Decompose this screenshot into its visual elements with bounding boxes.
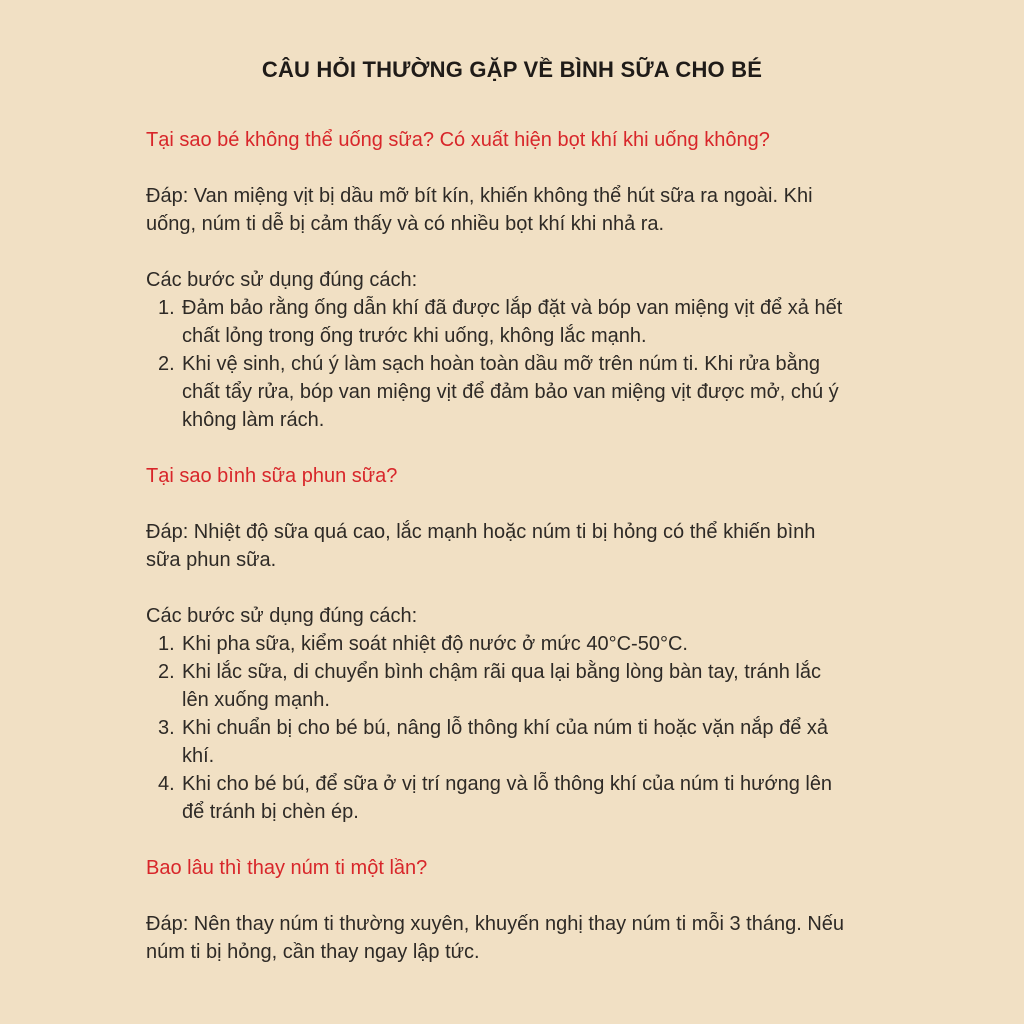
faq-question: Tại sao bé không thể uống sữa? Có xuất hiện bọt khí khi uống không? — [146, 129, 770, 151]
step-number: 2. — [158, 661, 175, 683]
step-number: 2. — [158, 353, 175, 375]
steps-list — [146, 630, 846, 826]
steps-list — [146, 294, 846, 434]
step-number: 1. — [158, 297, 175, 319]
faq-section — [146, 126, 846, 434]
step-text: Khi lắc sữa, di chuyển bình chậm rãi qua lại bằng lòng bàn tay, tránh lắc lên xuống mạnh. — [182, 661, 821, 711]
list-item — [146, 294, 846, 350]
step-number: 1. — [158, 633, 175, 655]
faq-answer: Đáp: Nên thay núm ti thường xuyên, khuyến nghị thay núm ti mỗi 3 tháng. Nếu núm ti bị hỏng, cần thay ngay lập tức. — [146, 913, 845, 963]
step-text: Khi vệ sinh, chú ý làm sạch hoàn toàn dầu mỡ trên núm ti. Khi rửa bằng chất tẩy rửa, bóp van miệng vịt để đảm bảo van miệng vịt được mở, chú ý không làm rách. — [182, 353, 839, 431]
faq-answer: Đáp: Van miệng vịt bị dầu mỡ bít kín, khiến không thể hút sữa ra ngoài. Khi uống, núm ti dễ bị cảm thấy và có nhiều bọt khí khi nhả ra. — [146, 185, 813, 235]
faq-question: Tại sao bình sữa phun sữa? — [146, 465, 398, 487]
list-item — [146, 350, 846, 434]
steps-title: Các bước sử dụng đúng cách: — [146, 605, 418, 627]
list-item — [146, 770, 846, 826]
page-title: CÂU HỎI THƯỜNG GẶP VỀ BÌNH SỮA CHO BÉ — [261, 57, 763, 82]
list-item — [146, 714, 846, 770]
faq-content — [146, 126, 846, 994]
step-text: Đảm bảo rằng ống dẫn khí đã được lắp đặt và bóp van miệng vịt để xả hết chất lỏng trong ống trước khi uống, không lắc mạnh. — [182, 297, 843, 347]
steps-title: Các bước sử dụng đúng cách: — [146, 269, 418, 291]
step-text: Khi cho bé bú, để sữa ở vị trí ngang và lỗ thông khí của núm ti hướng lên để tránh bị chèn ép. — [182, 773, 833, 823]
step-text: Khi pha sữa, kiểm soát nhiệt độ nước ở mức 40°C-50°C. — [182, 633, 688, 655]
faq-question: Bao lâu thì thay núm ti một lần? — [146, 857, 428, 879]
faq-section — [146, 854, 846, 966]
faq-answer: Đáp: Nhiệt độ sữa quá cao, lắc mạnh hoặc núm ti bị hỏng có thể khiến bình sữa phun sữa. — [146, 521, 816, 571]
step-text: Khi chuẩn bị cho bé bú, nâng lỗ thông khí của núm ti hoặc vặn nắp để xả khí. — [182, 717, 829, 767]
step-number: 3. — [158, 717, 175, 739]
faq-section — [146, 462, 846, 826]
list-item — [146, 630, 846, 658]
list-item — [146, 658, 846, 714]
step-number: 4. — [158, 773, 175, 795]
